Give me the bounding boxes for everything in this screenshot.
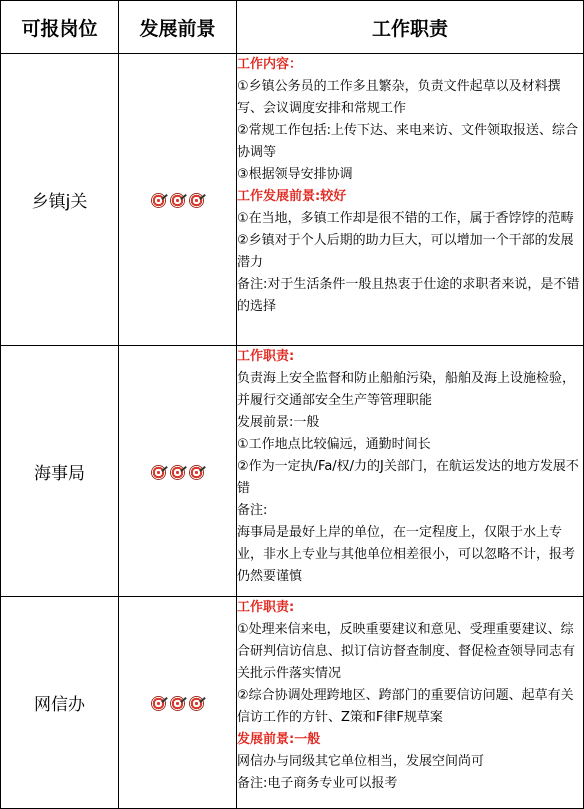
table-row <box>1 597 584 809</box>
duty-description <box>237 346 584 597</box>
dart-target-icon <box>152 466 165 479</box>
section-heading: 工作职责: <box>237 349 295 364</box>
header-row <box>1 1 584 54</box>
prospect-rating <box>119 597 237 809</box>
duty-line: 海事局是最好上岸的单位，在一定程度上，仅限于水上专业，非水上专业与其他单位相差很小，可以忽略不计，报考仍然要谨慎 <box>237 525 576 584</box>
prospect-rating <box>119 346 237 597</box>
duty-line: 负责海上安全监督和防止船舶污染，船舶及海上设施检验，并履行交通部安全生产等管理职能 <box>237 371 576 408</box>
dart-target-icon <box>152 194 165 207</box>
dart-target-icon <box>171 466 184 479</box>
duty-line: 备注:电子商务专业可以报考 <box>237 776 398 791</box>
duty-line: ①在当地，多镇工作却是很不错的工作，属于香饽饽的范畴 <box>237 211 574 226</box>
section-heading: 发展前景:一般 <box>237 732 321 747</box>
section-heading: 工作发展前景:较好 <box>237 189 347 204</box>
duty-line: 发展前景:一般 <box>237 415 320 430</box>
duty-line: ①乡镇公务员的工作多且繁杂，负责文件起草以及材料撰写、会议调度安排和常规工作 <box>237 79 561 116</box>
section-heading: 工作职责: <box>237 600 295 615</box>
position-name: 海事局 <box>1 346 119 597</box>
duty-description <box>237 54 584 346</box>
duty-line: ③根据领导安排协调 <box>237 167 353 182</box>
table-row <box>1 54 584 346</box>
duty-description <box>237 597 584 809</box>
dart-target-icon <box>190 466 203 479</box>
duty-line: ②乡镇对于个人后期的助力巨大，可以增加一个干部的发展潜力 <box>237 233 574 270</box>
duty-line: ②综合协调处理跨地区、跨部门的重要信访问题、起草有关信访工作的方针、Z策和F律F规草案 <box>237 688 574 725</box>
header-duty: 工作职责 <box>237 1 584 54</box>
duty-line: 备注: <box>237 503 268 518</box>
table-row <box>1 346 584 597</box>
section-heading: 工作内容： <box>237 57 303 72</box>
dart-target-icon <box>190 194 203 207</box>
position-name: 网信办 <box>1 597 119 809</box>
dart-target-icon <box>190 697 203 710</box>
header-position: 可报岗位 <box>1 1 119 54</box>
duty-line: 备注:对于生活条件一般且热衷于仕途的求职者来说，是不错的选择 <box>237 277 580 314</box>
header-prospect: 发展前景 <box>119 1 237 54</box>
dart-target-icon <box>171 194 184 207</box>
position-name: 乡镇j关 <box>1 54 119 346</box>
duty-line: ②作为一定执/Fa/权/力的J关部门，在航运发达的地方发展不错 <box>237 459 579 496</box>
duty-line: ①处理来信来电，反映重要建议和意见、受理重要建议、综合研判信访信息、拟订信访督查制度、督促检查领导同志有关批示件落实情况 <box>237 622 576 681</box>
dart-target-icon <box>171 697 184 710</box>
duty-line: ①工作地点比较偏远，通勤时间长 <box>237 437 431 452</box>
duty-line: 网信办与同级其它单位相当，发展空间尚可 <box>237 754 485 769</box>
duty-line: ②常规工作包括:上传下达、来电来访、文件领取报送、综合协调等 <box>237 123 579 160</box>
dart-target-icon <box>152 697 165 710</box>
prospect-rating <box>119 54 237 346</box>
